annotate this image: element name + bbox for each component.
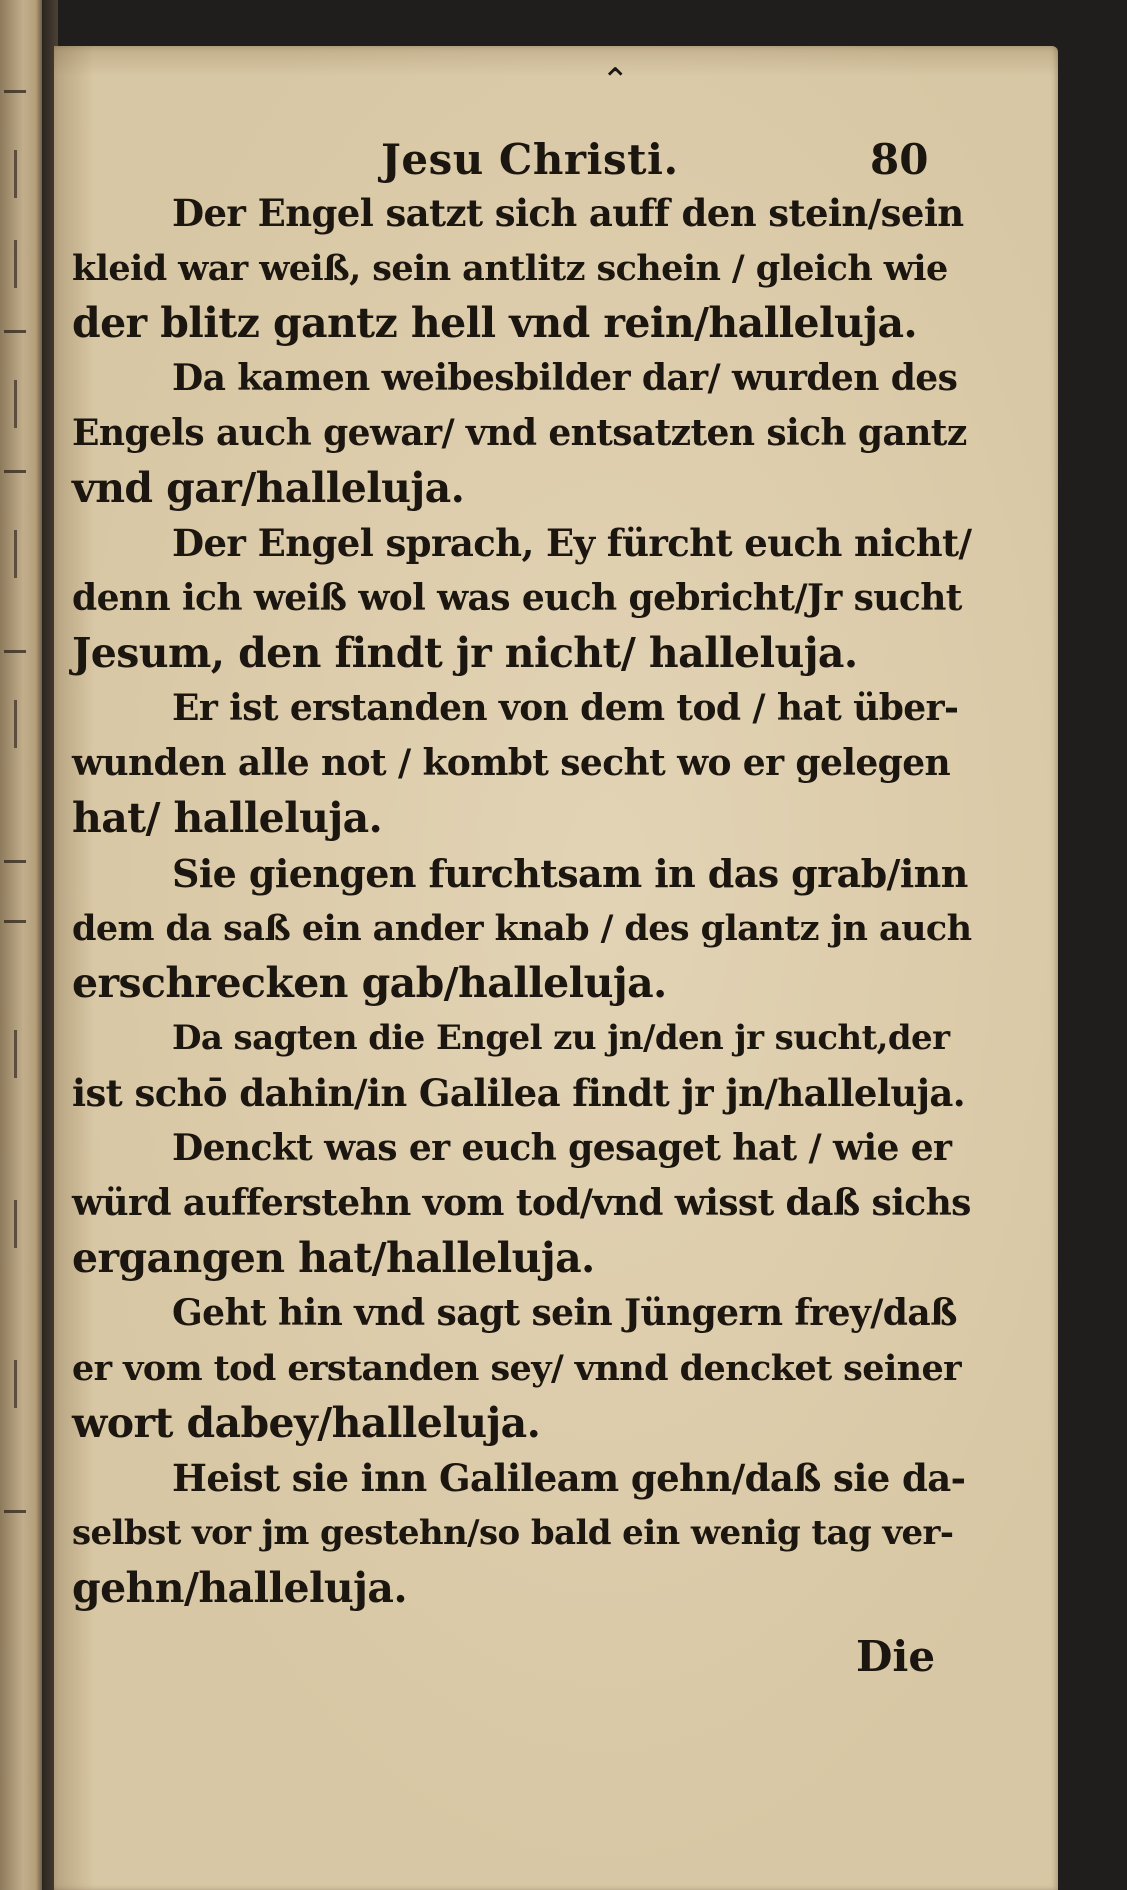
text-line: denn ich weiß wol was euch gebricht/Jr sucht (72, 577, 962, 619)
facing-page-mark (14, 150, 17, 198)
text-line: wunden alle not / kombt secht wo er gelegen (72, 742, 951, 784)
text-line: Da sagten die Engel zu jn/den jr sucht,der (172, 1018, 950, 1058)
book-page (54, 46, 1058, 1890)
text-line: Der Engel satzt sich auff den stein/sein (172, 191, 964, 235)
facing-page-mark (4, 1510, 26, 1513)
facing-page-mark (14, 1200, 17, 1248)
facing-page-mark (14, 530, 17, 578)
facing-page-mark (4, 90, 26, 93)
text-line: Geht hin vnd sagt sein Jüngern frey/daß (172, 1292, 957, 1334)
facing-page-mark (4, 920, 26, 923)
top-ink-mark: ⌃ (601, 61, 630, 101)
text-line: selbst vor jm gestehn/so bald ein wenig tag ver- (72, 1513, 954, 1553)
facing-page-mark (14, 240, 17, 288)
text-line: ergangen hat/halleluja. (72, 1234, 595, 1282)
text-line: Da kamen weibesbilder dar/ wurden des (172, 357, 958, 399)
catchword: Die (856, 1632, 936, 1681)
facing-page-mark (14, 1360, 17, 1408)
text-line: Heist sie inn Galileam gehn/daß sie da- (172, 1456, 966, 1500)
text-line: Jesum, den findt jr nicht/ halleluja. (72, 629, 858, 677)
facing-page-mark (4, 330, 26, 333)
text-line: dem da saß ein ander knab / des glantz jn auch (72, 908, 972, 949)
text-line: Sie giengen furchtsam in das grab/inn (172, 851, 968, 896)
text-line: hat/ halleluja. (72, 794, 383, 842)
text-line: erschrecken gab/halleluja. (72, 959, 667, 1007)
text-line: kleid war weiß, sein antlitz schein / gleich wie (72, 248, 948, 289)
text-line: Denckt was er euch gesaget hat / wie er (172, 1127, 952, 1169)
hymn-text (72, 186, 972, 1616)
text-line: gehn/halleluja. (72, 1564, 408, 1612)
text-line: Er ist erstanden von dem tod / hat über- (172, 687, 959, 729)
facing-page-mark (4, 470, 26, 473)
page-number: 80 (870, 135, 929, 184)
facing-page-mark (14, 1030, 17, 1078)
facing-page-mark (4, 650, 26, 653)
facing-page-edge (0, 0, 42, 1890)
text-line: er vom tod erstanden sey/ vnnd dencket seiner (72, 1348, 961, 1389)
facing-page-mark (14, 380, 17, 428)
running-head: Jesu Christi. (381, 135, 679, 184)
facing-page-mark (4, 860, 26, 863)
text-line: würd aufferstehn vom tod/vnd wisst daß sichs (72, 1182, 971, 1224)
text-line: ist schō dahin/in Galilea findt jr jn/halleluja. (72, 1071, 966, 1115)
text-line: Der Engel sprach, Ey fürcht euch nicht/ (172, 521, 972, 565)
text-line: vnd gar/halleluja. (72, 464, 465, 512)
text-line: Engels auch gewar/ vnd entsatzten sich gantz (72, 412, 967, 454)
text-line: der blitz gantz hell vnd rein/halleluja. (72, 299, 918, 347)
facing-page-mark (14, 700, 17, 748)
text-line: wort dabey/halleluja. (72, 1399, 541, 1447)
